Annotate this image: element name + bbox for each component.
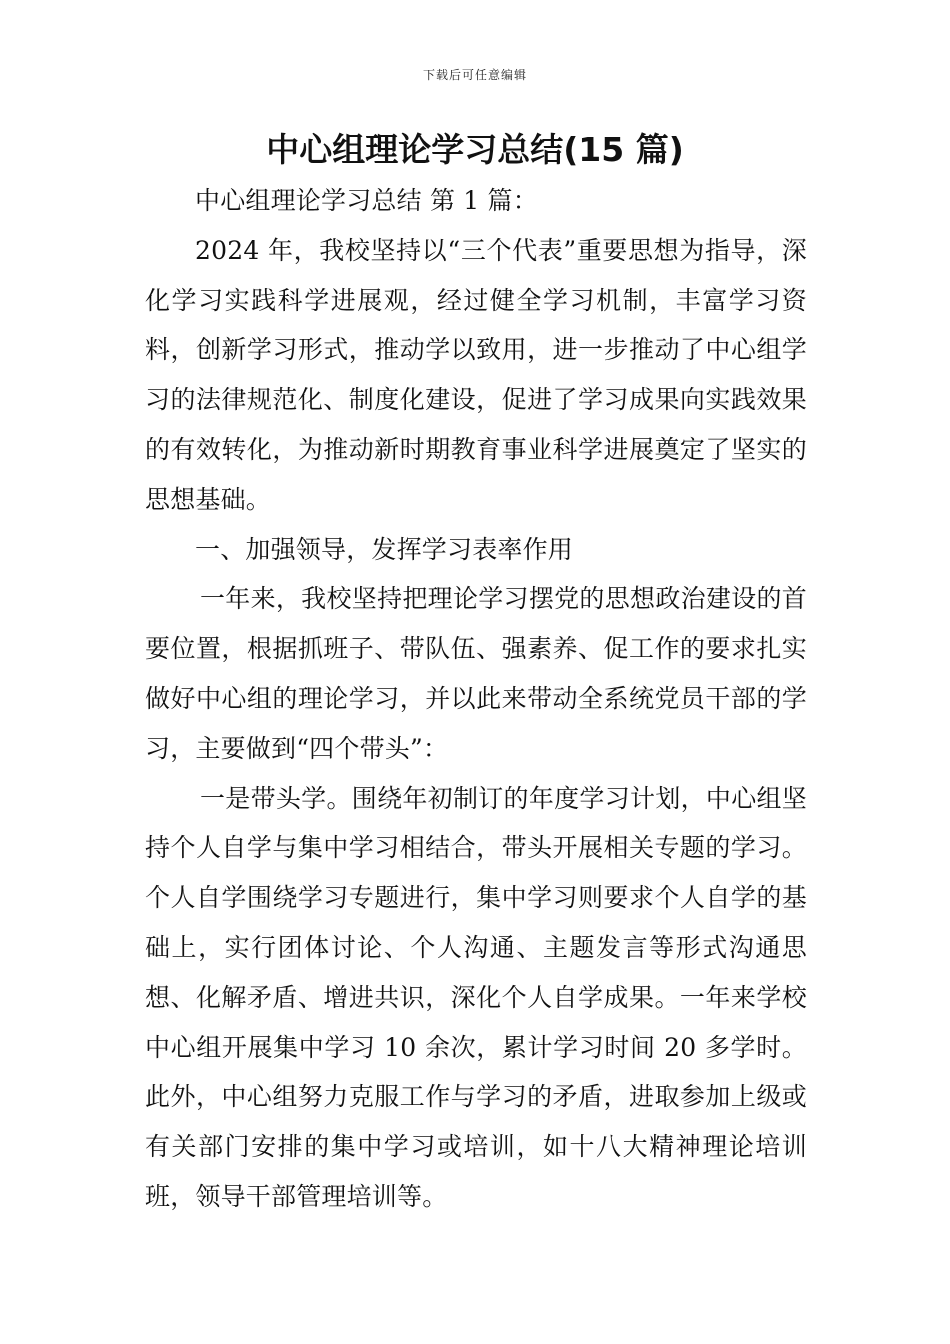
document-title: 中心组理论学习总结(15 篇): [266, 130, 684, 169]
document-body: [145, 176, 807, 1222]
header-note: 下载后可任意编辑: [422, 68, 527, 82]
paragraph: 一年来，我校坚持把理论学习摆党的思想政治建设的首要位置，根据抓班子、带队伍、强素养、促工作的要求扎实做好中心组的理论学习，并以此来带动全系统党员干部的学习，主要做到“四个带头”：: [145, 584, 807, 763]
section-heading: 中心组理论学习总结 第 1 篇：: [195, 186, 538, 215]
subheading: 一、加强领导，发挥学习表率作用: [195, 534, 574, 564]
paragraph: 2024 年，我校坚持以“三个代表”重要思想为指导，深化学习实践科学进展观，经过健全学习机制，丰富学习资料，创新学习形式，推动学以致用，进一步推动了中心组学习的法律规范化、制度化建设，促进了学习成果向实践效果的有效转化，为推动新时期教育事业科学进展奠定了坚实的思想基础。: [145, 235, 807, 514]
paragraph: 一是带头学。围绕年初制订的年度学习计划，中心组坚持个人自学与集中学习相结合，带头开展相关专题的学习。个人自学围绕学习专题进行，集中学习则要求个人自学的基础上，实行团体讨论、个人沟通、主题发言等形式沟通思想、化解矛盾、增进共识，深化个人自学成果。一年来学校中心组开展集中学习 10 余次，累计学习时间 20 多学时。此外，中心组努力克服工作与学习的矛盾，进取参加上级或有关部门安排的集中学习或培训，如十八大精神理论培训班，领导干部管理培训等。: [145, 783, 807, 1211]
